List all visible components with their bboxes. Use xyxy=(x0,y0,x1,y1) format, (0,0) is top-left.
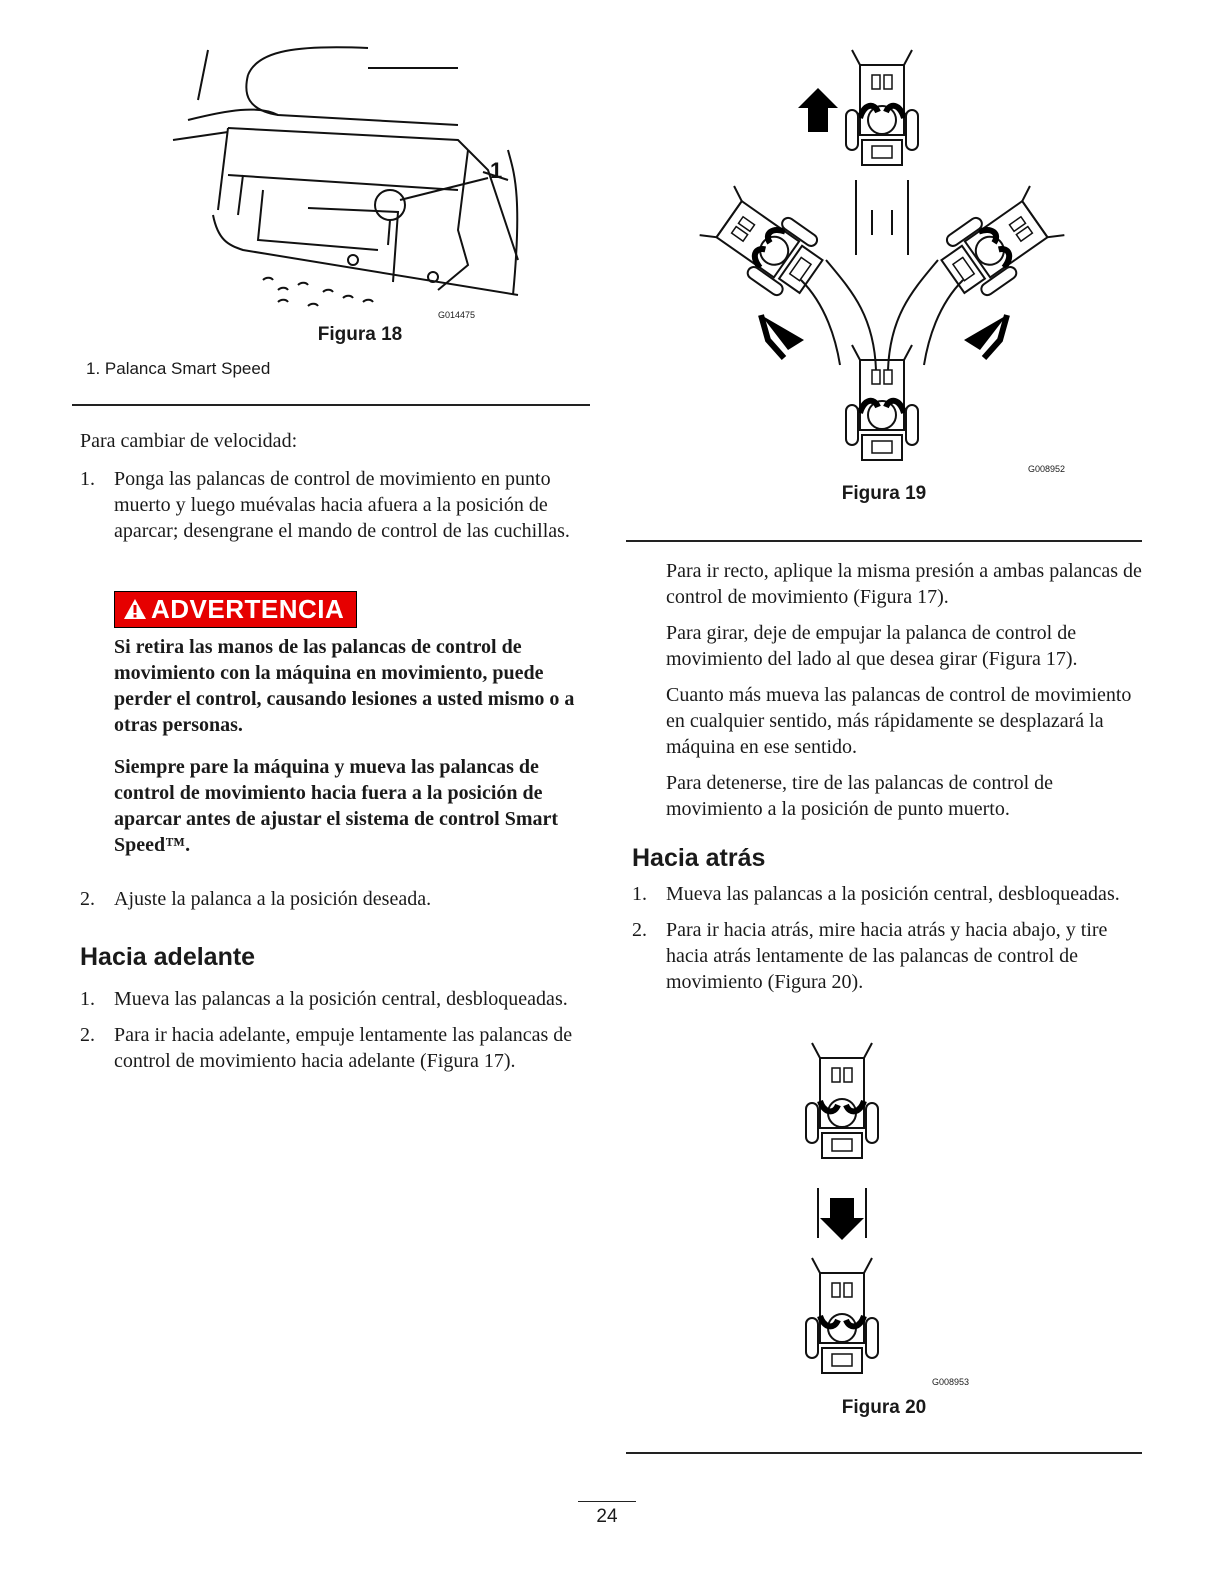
paragraph: Para ir recto, aplique la misma presión a ambas palancas de control de movimiento (Figura 17). xyxy=(666,560,1142,608)
figure-18-callout: 1 xyxy=(490,158,503,183)
paragraph: Cuanto más mueva las palancas de control de movimiento en cualquier sentido, más rápidamente se desplazará la máquina en ese sentido. xyxy=(666,684,1132,758)
figure-18-caption: Figura 18 xyxy=(317,324,403,345)
figure-20-illustration xyxy=(786,1028,986,1398)
steps-list-a xyxy=(80,466,580,554)
figure-20-caption: Figura 20 xyxy=(841,1397,927,1418)
list-item: 2. Ajuste la palanca a la posición deseada. xyxy=(80,888,432,910)
paragraph: Para girar, deje de empujar la palanca de control de movimiento del lado al que desea girar (Figura 17). xyxy=(666,622,1078,670)
list-item: 2. Para ir hacia atrás, mire hacia atrás y hacia abajo, y tire hacia atrás lentamente de las palancas de control de movimiento (Figura 20). xyxy=(632,919,1108,993)
steps-list-b xyxy=(80,886,580,922)
figure-18-illustration xyxy=(168,40,588,325)
figure-19-code: G008952 xyxy=(1028,464,1066,474)
intro-text: Para cambiar de velocidad: xyxy=(80,430,298,452)
figure-19-caption: Figura 19 xyxy=(841,483,927,504)
warning-text-1: Si retira las manos de las palancas de control de movimiento con la máquina en movimiento, puede perder el control, causando lesiones a usted mismo o a otras personas. xyxy=(114,636,575,736)
divider xyxy=(72,404,590,406)
warning-badge xyxy=(114,591,357,628)
forward-steps-list xyxy=(80,986,580,1084)
heading-reverse: Hacia atrás xyxy=(632,844,766,872)
heading-forward: Hacia adelante xyxy=(80,943,256,971)
arrow-up-icon xyxy=(798,88,838,132)
warning-text-2: Siempre pare la máquina y mueva las palancas de control de movimiento hacia fuera a la posición de aparcar antes de ajustar el sistema de control Smart Speed™. xyxy=(114,756,559,856)
figure-19-illustration xyxy=(676,40,1096,480)
arrow-down-icon xyxy=(820,1198,864,1240)
list-item: 1. Mueva las palancas a la posición central, desbloqueadas. xyxy=(80,988,568,1010)
list-item: 1. Mueva las palancas a la posición central, desbloqueadas. xyxy=(632,883,1120,905)
reverse-steps-list xyxy=(632,881,1142,1005)
page-number: 24 xyxy=(596,1506,618,1527)
page-number-rule xyxy=(578,1501,636,1502)
paragraph: Para detenerse, tire de las palancas de control de movimiento a la posición de punto muerto. xyxy=(666,772,1054,820)
figure-20-code: G008953 xyxy=(932,1377,970,1387)
list-item: 2. Para ir hacia adelante, empuje lentamente las palancas de control de movimiento hacia adelante (Figura 17). xyxy=(80,1024,573,1072)
divider xyxy=(626,1452,1142,1454)
warning-triangle-icon xyxy=(123,598,147,620)
figure-18-code: G014475 xyxy=(438,310,476,320)
paragraph-group xyxy=(666,558,1142,822)
warning-label: ADVERTENCIA xyxy=(151,594,345,624)
figure-18-legend: 1. Palanca Smart Speed xyxy=(86,359,271,378)
divider xyxy=(626,540,1142,542)
list-item: 1. Ponga las palancas de control de movimiento en punto muerto y luego muévalas hacia afuera a la posición de aparcar; desengrane el mando de control de las cuchillas. xyxy=(80,468,570,542)
